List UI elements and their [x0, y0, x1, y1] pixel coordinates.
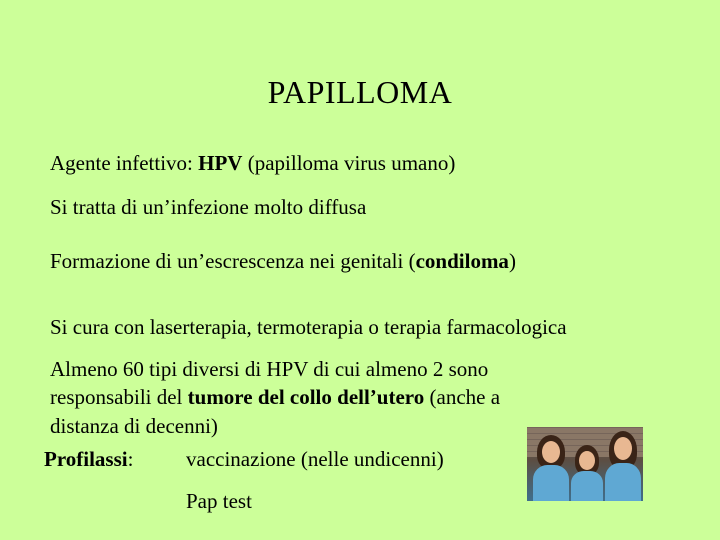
- bullet-condiloma-text: Formazione di un’escrescenza nei genitali (: [50, 249, 416, 273]
- girl-left: [531, 435, 571, 501]
- bullet-hpv-tumore: tumore del collo dell’utero: [187, 385, 425, 409]
- profilassi-colon: :: [127, 447, 134, 471]
- bullet-agente-text: Agente infettivo:: [50, 151, 199, 175]
- bullet-terapia: Si cura con laserterapia, termoterapia o terapia farmacologica: [50, 315, 567, 339]
- bullet-agente-rest: (papilloma virus umano): [242, 151, 456, 175]
- profilassi-pap-test: Pap test: [186, 489, 252, 513]
- bullet-condiloma: [50, 248, 516, 275]
- bullet-condiloma-rest: ): [508, 249, 516, 273]
- bullet-agente-hpv: HPV: [198, 151, 243, 175]
- bullet-hpv-line2-rest: (anche a: [424, 385, 501, 409]
- profilassi-label: [44, 446, 133, 473]
- three-girls-photo: [527, 427, 643, 501]
- girl-right: [603, 431, 643, 501]
- bullet-hpv-line1: Almeno 60 tipi diversi di HPV di cui almeno 2 sono: [50, 357, 489, 381]
- girl-middle: [569, 445, 605, 501]
- bullet-agente: [50, 150, 455, 177]
- bullet-hpv-line3: distanza di decenni): [50, 414, 218, 438]
- profilassi-label-bold: Profilassi: [44, 447, 128, 471]
- bullet-hpv-line2: [50, 384, 500, 411]
- profilassi-vaccinazione: vaccinazione (nelle undicenni): [186, 447, 444, 471]
- bullet-condiloma-bold: condiloma: [415, 249, 509, 273]
- bullet-diffusa: Si tratta di un’infezione molto diffusa: [50, 195, 367, 219]
- bullet-hpv-line2-text: responsabili del: [50, 385, 188, 409]
- slide-title: PAPILLOMA: [267, 74, 453, 110]
